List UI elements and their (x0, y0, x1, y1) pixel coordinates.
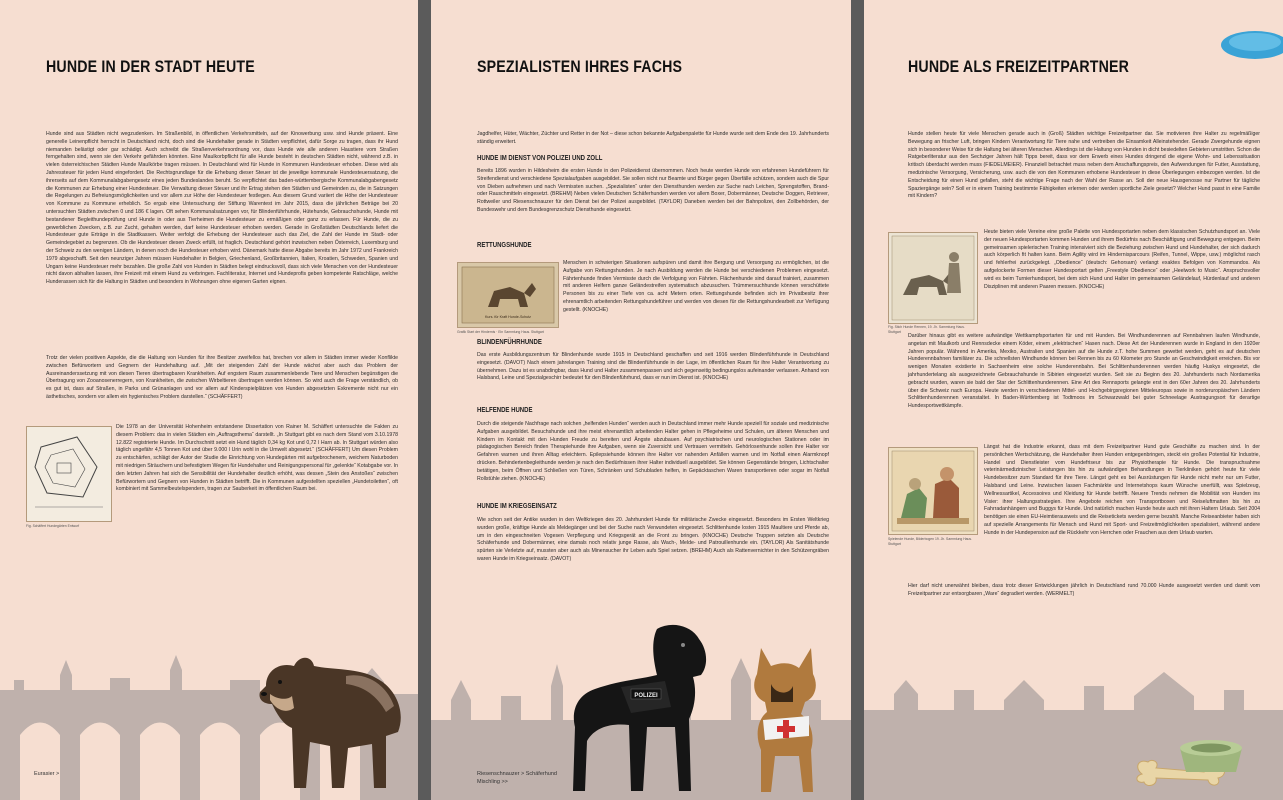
bilderbogen-illustration (889, 448, 977, 534)
body-paragraph: Durch die steigende Nachfrage nach solchen „helfenden Hunden“ werden auch in Deutschland immer mehr Hunde speziell für soziale und medizinische Aufgaben ausgebildet. Besuchshunde und ihre meist ehrenamtlich arbeitenden Halter gehen in Pflegeheime und Schulen, um älteren Menschen und Kindern im Kontakt mit den Hunden Freude zu bereiten und Ängste abzubauen. Auf psychiatrischen und neurologischen Stationen oder im pädagogischen Bereich finden Therapiehunde ihre Aufgaben, wenn sie Zuversicht und Vertrauen vermitteln. Gehörlosenhunde sollen ihre Halter vor Gefahren warnen und ihren Alltag erleichtern. Epilepsiehunde können ihre Halter vor nahenden Anfällen warnen und im Notfall einen Alarmknopf drücken. Behindertenbegleithunde werden je nach den Bedürfnissen ihrer Halter individuell ausgebildet. Sie können Gegenstände bringen, Lichtschalter betätigen, beim Öffnen und Schließen von Türen, Schränken und Schubladen helfen, in Gepäcktaschen Waren transportieren oder sogar im Notfall Rollstühle ziehen. (KNOCHE) (477, 421, 829, 482)
panel-title: SPEZIALISTEN IHRES FACHS (477, 58, 683, 76)
figure-caption: Fig. Stich Hunde Rennen, 19. Jh. Sammlung Haus. Stuttgart (888, 325, 965, 334)
body-paragraph: Menschen in schwierigen Situationen aufspüren und damit ihre Bergung und Versorgung zu ermöglichen, ist die Aufgabe von Rettungshunden. Je nach Ausbildung werden die Hunde bei verschiedenen Problemen eingesetzt. Fährtenhunde finden Vermisste durch die Verfolgung von Fährten. Flächenhunde sind darauf trainiert, zusammen mit anderen Helfern ganze Geländestreifen systematisch abzusuchen. Trümmersuchhunde können verschüttete Personen bis zu einer Tiefe von ca. acht Metern orten. Rettungshunde befinden sich im Privatbesitz ihrer ehrenamtlich arbeitenden Rettungshundeführer und werden von diesen für die Rettungshundearbeit zur Verfügung gestellt. (KNOCHE) (563, 260, 829, 313)
body-paragraph: Das erste Ausbildungszentrum für Blindenhunde wurde 1915 in Deutschland geschaffen und seit 1916 werden Blindenführhunde in Deutschland eingesetzt. (DAVOT) Nach einem jahrelangen Training sind die Blindenführhunde in der Lage, im öffentlichen Raum für ihre Halter Verantwortung zu übernehmen. Dazu ist es unabdingbar, dass Hund und Halter zusammenpassen und sich gegenseitig bedingungslos aufeinander verlassen. Anhand von Halsband, Leine und Spezialgeschirr bedeutet für den Blindenführhund, dass er nun im Dienst ist. (KNOCHE) (477, 352, 829, 382)
section-heading: BLINDENFÜHRHUNDE (477, 339, 542, 346)
site-plan-drawing (27, 427, 111, 521)
engraving-illustration (889, 233, 977, 323)
dog-sport-engraving-figure (888, 232, 978, 324)
figure-caption: Spielende Hunde, Bilderbogen 19. Jh. Sammlung Haus. Stuttgart (888, 537, 973, 546)
food-bowl-image (1176, 730, 1246, 776)
section-heading: HUNDE IM DIENST VON POLIZEI UND ZOLL (477, 155, 603, 162)
figure-title: Kurs. für Kraft Hunde-Schutz (485, 315, 531, 319)
body-paragraph: Trotz der vielen positiven Aspekte, die die Haltung von Hunden für ihre Besitzer zweifellos hat, brechen vor allem in Städten immer wieder Konflikte zwischen Befürwortern und Gegnern der Hundehaltung auf. „Mit der steigenden Zahl der Hunde wächst aber auch das Problem der Ausreinanderssetzung mit von diesen Tieren übertragbaren Krankheiten. Auf engstem Raum zusammenlebende Tiere und Menschen begünstigen die Übertragung von Zooanosenerregern, von Krankheiten, die zwischen Wirbeltieren übertragen werden können. So wird auch die Frage verständlich, ob es gut ist, dass auf Straßen, in Parks und Grünanlagen und vor allem auf Kinderspielplätzen von Hunden abgesetzten Exkremente nicht nur ein ästhetisches, sondern vor allem ein hygienisches Problem darstellen.“ (SCHÄFFERT) (46, 355, 398, 400)
panel-title: HUNDE IN DER STADT HEUTE (46, 58, 255, 76)
body-paragraph: Längst hat die Industrie erkannt, dass mit dem Freizeitpartner Hund gute Geschäfte zu machen sind. In der persönlichen Wertschätzung, die Hundehalter ihren Hunden entgegenbringen, steckt ein großes Potential für Industrie, Handel und Dienstleister vom Hundefriseur bis zur Physiotherapie für Hunde. Die transpruchsahme veterinärmedizinischer Leistungen bis hin zu aufwändigen Behandlungen in Tierkliniken gehört heute für viele Hundebesitzer zum Standard für ihre Tiere. Längst geht es bei Ausrüstungen für Hunde nicht mehr nur um Futter, Halsband und Leine. Inzwischen lassen Fachmärkte und Internetshops kaum Wünsche unerfüllt, was Spielzeug, Wellnessartikel, Accessoires und Kleidung für Hunde betrifft. Neuere Trends nehmen die Mobilität von Hunden ins Visier: ihrer Haltungsstrategien. Ihre Angebote reichen von Transportboxen und Reiseluftmatten bis hin zu Fahrradanhängern und Buggys für Hunde. Und natürlich machen Hunde heute auch mit ihren Haltern Urlaub. Seit 2004 benötigen sie einen EU-Heimtierausweis und die Reisetickets werden gerne bezahlt. Manche Reiseanbieter haben sich auf spezielle Arrangements für Mensch und Hund mit Sport- und Freizeitmöglichkeiten spezialisiert, während andere Hunde in der Hundepension auf die Rückkehr von Herrchen oder Frauchen aus dem Urlaub warten. (984, 444, 1260, 536)
giant-schnauzer-photo (561, 615, 721, 795)
rescue-dog-figure (457, 262, 559, 328)
panel-title: HUNDE ALS FREIZEITPARTNER (908, 58, 1130, 76)
section-heading: HUNDE IM KRIEGSEINSATZ (477, 503, 557, 510)
footer-breed-label: Eurasier > (34, 771, 60, 777)
body-paragraph: Heute bieten viele Vereine eine große Palette von Hundesportarten neben dem klassischen Schutzhundsport an. Viele der neuen Hundesportarten kommen Hunden und ihrem Bedürfnis nach Beschäftigung und Bewegung entgegen. Beim gemeinsamen spielerischen Training intensiviert sich die Beziehung zwischen Hund und Hundehalter, der sich dadurch auch körperlich fit halten kann. Beim Agility wird im Hindernisparcours (Reifen, Tunnel, Wippe, usw.) möglichst rasch und fehlerfrei zurückgelegt. „Obedience“ (deutsch: Gehorsam) verlangt exaktes Befolgen von Kommandos. Als aufgelockerte Formen dieser Hundesportart gelten „Freestyle Obedience“ oder „Heelwork to Music“. Anspruchsvoller wird es beim Turnierhundsport, bei dem sich Hund und Halter im gemeinsamen Geländelauf, Hürdenlauf und anderen Disziplinen mit anderen Paaren messen. (KNOCHE) (984, 229, 1260, 290)
eurasier-dog-photo (236, 648, 412, 794)
frisbee-image (1220, 28, 1283, 62)
section-heading: HELFENDE HUNDE (477, 407, 533, 414)
figure-caption: Grafik Start der Hindernis · Ein Sammlung Haus. Stuttgart (457, 330, 544, 334)
shepherd-mix-dog-photo (731, 640, 841, 796)
body-paragraph: Hunde stellen heute für viele Menschen gerade auch in (Groß) Städten wichtige Freizeitpartner dar. Sie motivieren ihre Halter zu regelmäßiger Bewegung an frischer Luft, bringen Kindern Verantwortung für Tiere nahe und vertreiben die Einsamkeit Alleinstehender. Gerade Zwergehunde eignen sich in besonderer Weise für die Haltung bei älteren Menschen. Allerdings ist die Haltung von Hunden in dicht besiedelten Gebieten umstritten. Schon die Ratgeberliteratur aus den Sechziger Jahren hält Tipps bereit, dass vor dem Erwerb eines Hundes dringend die eigene Wohn- und Lebenssituation kritisch überdacht werden muss (FIEDELMEIER). Finanziell betrachtet muss neben dem Anschaffungspreis, den Aufwendungen für Futter, Ausstattung, medizinische Versorgung, Versicherung, usw. auch die von den Kommunen erhobene Hundesteuer in diese Überlegungen einbezogen werden. Ist die Entscheidung für einen Hund gefallen, steht die wichtige Frage nach der Wahl der Rasse an. Soll der neue Hausgenosse nur Partner für tägliche Spaziergänge sein? Soll er in einem Training bestimmte Fähigkeiten erlernen oder werden sportliche Ziele gesetzt? Welcher Hund passt in eine Familie mit Kindern? (908, 131, 1260, 200)
playing-dogs-picture-figure (888, 447, 978, 535)
section-heading: RETTUNGSHUNDE (477, 242, 532, 249)
dog-garden-plan-figure (26, 426, 112, 522)
panel-divider (418, 0, 431, 800)
footer-breed-label: Riesenschnauzer > Schäferhund Mischling >> (477, 771, 557, 786)
body-paragraph: Hunde sind aus Städten nicht wegzudenken. Im Straßenbild, in öffentlichen Verkehrsmitteln, auf der Kinowerbung usw. sind Hunde präsent. Eine generelle Leinenpflicht herrscht in Deutschland nicht, doch sind die Hundehalter gerade in Städten verpflichtet, dafür Sorge zu tragen, dass ihr Hund niemanden belästigt oder gar schädigt. Auch schreibt die Straßenverkehrsordnung vor, dass Hunde wie alle anderen Haustiere vom Straßen ferngehalten sind, wenn sie den Verkehr gefährden könnten. Eine Maulkorbpflicht für alle Hunde besteht in deutschen Städten nicht, während z.B. in vielen österreichischen Städten Hunde Maulkörbe tragen müssen. In Deutschland wird für Hunde in Kommunen Hundesteuer erhoben. Diese wird als Jahressteuer für jeden Hund eingefordert. Die Rechtsgrundlage für die Erhebung dieser Steuer ist die jeweilige kommunale Hundesteuersatzung, die ihrerseits auf dem Kommunalabgabengesetz eines jeden Bundeslandes beruht. So verpflichtet das baden-württembergische Kommunalabgabengesetz die Kommunen zur Erhebung einer Hundesteuer. Die Verwaltung dieser Steuer und ihr Ertrag stehen den Städten und Gemeinden zu, die in Satzungen die Regelungen zu Befreiungsmöglichkeiten und vor allem zur Höhe der Hundesteuer festlegen. Aus diesem Grund variiert die Höhe der Hundesteuer von Kommune zu Kommune erheblich. So ergab eine Untersuchung der Stiftung Warentest im Jahr 2015, dass die jährlichen Beträge bei 20 untersuchten Städten zwischen 0 und 186 € lagen. Oft sehen Kommunalsatzungen vor, für Blindenführhunde, Hütehunde, Gebrauchshunde, Hunde mit bestandener Begleithundeprüfung und Hunde in oder aus Tierheimen die Hundesteuer zu ermäßigen oder ganz zu erlassen. Für Hunde, die zu gewerblichen Zwecken, z.B. zur Zucht, gehalten werden, darf keine Hundesteuer erhoben werden. Gerade in Großstädten Deutschlands liefert die Hundesteuer gute Erträge in die Stadtkassen. Weiter verfolgt die Erhebung der Hundesteuer auch das Ziel, die Zahl der Hunde im Stadt- oder Gemeindegebiet zu begrenzen. Ob die Hundesteuer diesen Zweck erfüllt, ist fraglich. Deutschland gehört inzwischen neben Österreich, Luxemburg und der Schweiz zu den wenigen Ländern, in denen noch die Hundesteuer erhoben wird. Dänemark hatte diese Abgabe bereits im Jahr 1972 und Frankreich 1979 abgeschafft. Seit den neunziger Jahren müssen Hundehalter in Belgien, Griechenland, Großbritannien, Italien, Kroatien, Schweden, Spanien und Ungarn keine Hundesteuer mehr bezahlen. Die große Zahl von Hunden in Städten belegt eindrucksvoll, dass sich viele Menschen von der Hundesteuer nicht davon abhalten lassen, ihre Freizeit mit einem Hund zu verbringen. Fachliteratur, Internet und Hundeprofis geben kompetente Ratschläge, welche Hunderassen sich für die Haltung in Städten und besonders in Wohnungen ohne eigenen Garten eignen. (46, 131, 398, 286)
figure-caption: Fig. Schäffert Hundegärten Entwurf (26, 524, 80, 528)
body-paragraph: Hier darf nicht unerwähnt bleiben, dass trotz dieser Entwicklungen jährlich in Deutschland rund 70.000 Hunde ausgesetzt werden und damit vom Freizeitpartner zur entsorgbaren „Ware“ degradiert werden. (WERMELT) (908, 583, 1260, 597)
intro-paragraph: Jagdhelfer, Hüter, Wächter, Züchter und Retter in der Not – diese schon bekannte Aufgabenpalette für Hunde wurde seit dem Ende des 19. Jahrhunderts ständig erweitert. (477, 131, 829, 145)
police-vest-label: POLIZEI (634, 693, 658, 699)
panel-leisure-partner (864, 0, 1283, 800)
body-paragraph: Bereits 1896 wurden in Hildesheim die ersten Hunde in den Polizeidienst übernommen. Noch heute werden Hunde von erfahrenen Hundeführern für Streifendienst und verschiedene Spezialaufgaben ausgebildet. Sie sollen nicht nur Beamte und Bürger gegen Überfälle schützen, sondern auch die Spur von Dieben aufnehmen und nach Vermissten suchen. „Spezialisten“ unter den Diensthunden werden zur Suche nach Leichen, Sprengstoffen, Brand- oder Rauschmitteln eingesetzt. (BREHM) Neben vielen Deutschen Schäferhunden werden vor allem Boxer, Dobermänner, Deutsche Doggen, Retriever, Rottweiler und Riesenschnauzer für den Dienst bei der Polizei ausgebildet. (TAYLOR) Daneben werden bei der Bahnpolizei, den Zollbehörden, der Bundeswehr und dem Bundesgrenzschutz Diensthunde eingesetzt. (477, 168, 829, 213)
body-paragraph: Wie schon seit der Antike wurden in den Weltkriegen des 20. Jahrhundert Hunde für militärische Zwecke eingesetzt. Besonders im Ersten Weltkrieg wurden große, kräftige Hunde als Meldegänger und bei der Suche nach Verwundeten eingesetzt. Schlittenhunde losten 1915 Maultiere und Pferde ab, um in den eingeschneiten Vogesen Verpflegung und Kriegsgerät an die Front zu bringen. (KNOCHE) Deutsche Truppen setzten als Deutsche Schäferhunde und Dobermänner, eine damals noch relativ junge Rasse, als Wach-, Melde- und Patrouillenhunde ein. (TAYLOR) Als Sanitätshunde spürten sie Verletzte auf, mussten aber auch als Minensucher ihr Leben aufs Spiel setzen. (BREHM) Auch als Rattenvernichter in den Schützengräben waren Hunde im Kriegseinsatz. (DAVOT) (477, 517, 829, 562)
panel-divider (851, 0, 864, 800)
body-paragraph: Die 1978 an der Universität Hohenheim entstandene Dissertation von Rainer M. Schäffert untersuchte die Fakten zu diesem Problem: das in vielen Städten ein „Auftragsthema“ darstellt. „In Stuttgart gibt es nach dem Stand vom 3.10.1978 12.822 registrierte Hunde. Im Durchschnitt setzt ein Hund täglich 0,34 kg Kot und 0,72 l Harn ab. In Stuttgart würden also täglich ungefähr 4,5 Tonnen Kot und über 9.000 l Urin wohl in die Umwelt abgesetzt.“ (SCHÄFFERT) Um diesen Problem zu entschärfen, schlägt der Autor der Studie die Einrichtung von Hundegärten mit aufgebrochenem, weichem Naturboden mit niedrigen Sträuchern und befestigtem Wegen für Hundehalter und Reinigungspersonal für „gelenkte“ Kotabgabe vor. In den letzten Jahren hat sich die Sensibilität der Hundehalter deutlich erhöht, was dessen „Stein des Anstoßes“ zwischen Befürwortern und Gegnern von Hunden in Städten betrifft. Die in Kommunen aufgestellten speziellen „Hundetoiletten“, oft kombiniert mit Sammelbeutelspendern, tragen zur Sauberkeit im öffentlichen Raum bei. (116, 424, 398, 493)
panel-specialists (431, 0, 851, 800)
body-paragraph: Darüber hinaus gibt es weitere aufwändige Wettkampfsportarten für und mit Hunden. Bei Windhunderennen auf Rennbahnen laufen Windhunde, angetan mit Maulkorb und Rennsdecke einem Köder, einem „elektrischen“ Hasen nach. Diese Art der Hunderennen wurde in England in den 1920er Jahren populär. Während in Amerika, Mexiko, Australien und Spanien auf die Hunde z.T. hohe Summen gewettet werden, geht es auf deutschen Hunderennbahnen familiärer zu. Die schnellsten Windhunde können bei Rennen bis zu 60 Kilometer pro Stunde an Geschwindigkeit erreichen. Bis vor wenigen Monaten existierte in Sachsenheim eine solche Hunderennbahn. Bei Schlittenhunderennen werden häufig Huskys eingesetzt, die jahrhundertelang als ausgezeichnete Gebrauchshunde in Sibirien eingesetzt wurden. Seit sie zu Beginn des 20. Jahrhunderts nach Nordamerika gebracht wurden, waren sie bald der Star der Schlittenhunderennen. Eine Art des Rennsports gelangte erst in den 60er Jahren des 20. Jahrhunderts über die Schweiz nach Europa. Heute werden in verschiedenen Mittel- und Hochgebirgsregionen Mitteleuropas sowie in norderuropäischen Ländern Schlittenhunderennen veranstaltet. In Baden-Württemberg ist Todtmoos im Schwarzwald bei guter Schneelage Austragungsort für derartige Hundesportwettkämpfe. (908, 333, 1260, 410)
panel-city-dogs (0, 0, 418, 800)
